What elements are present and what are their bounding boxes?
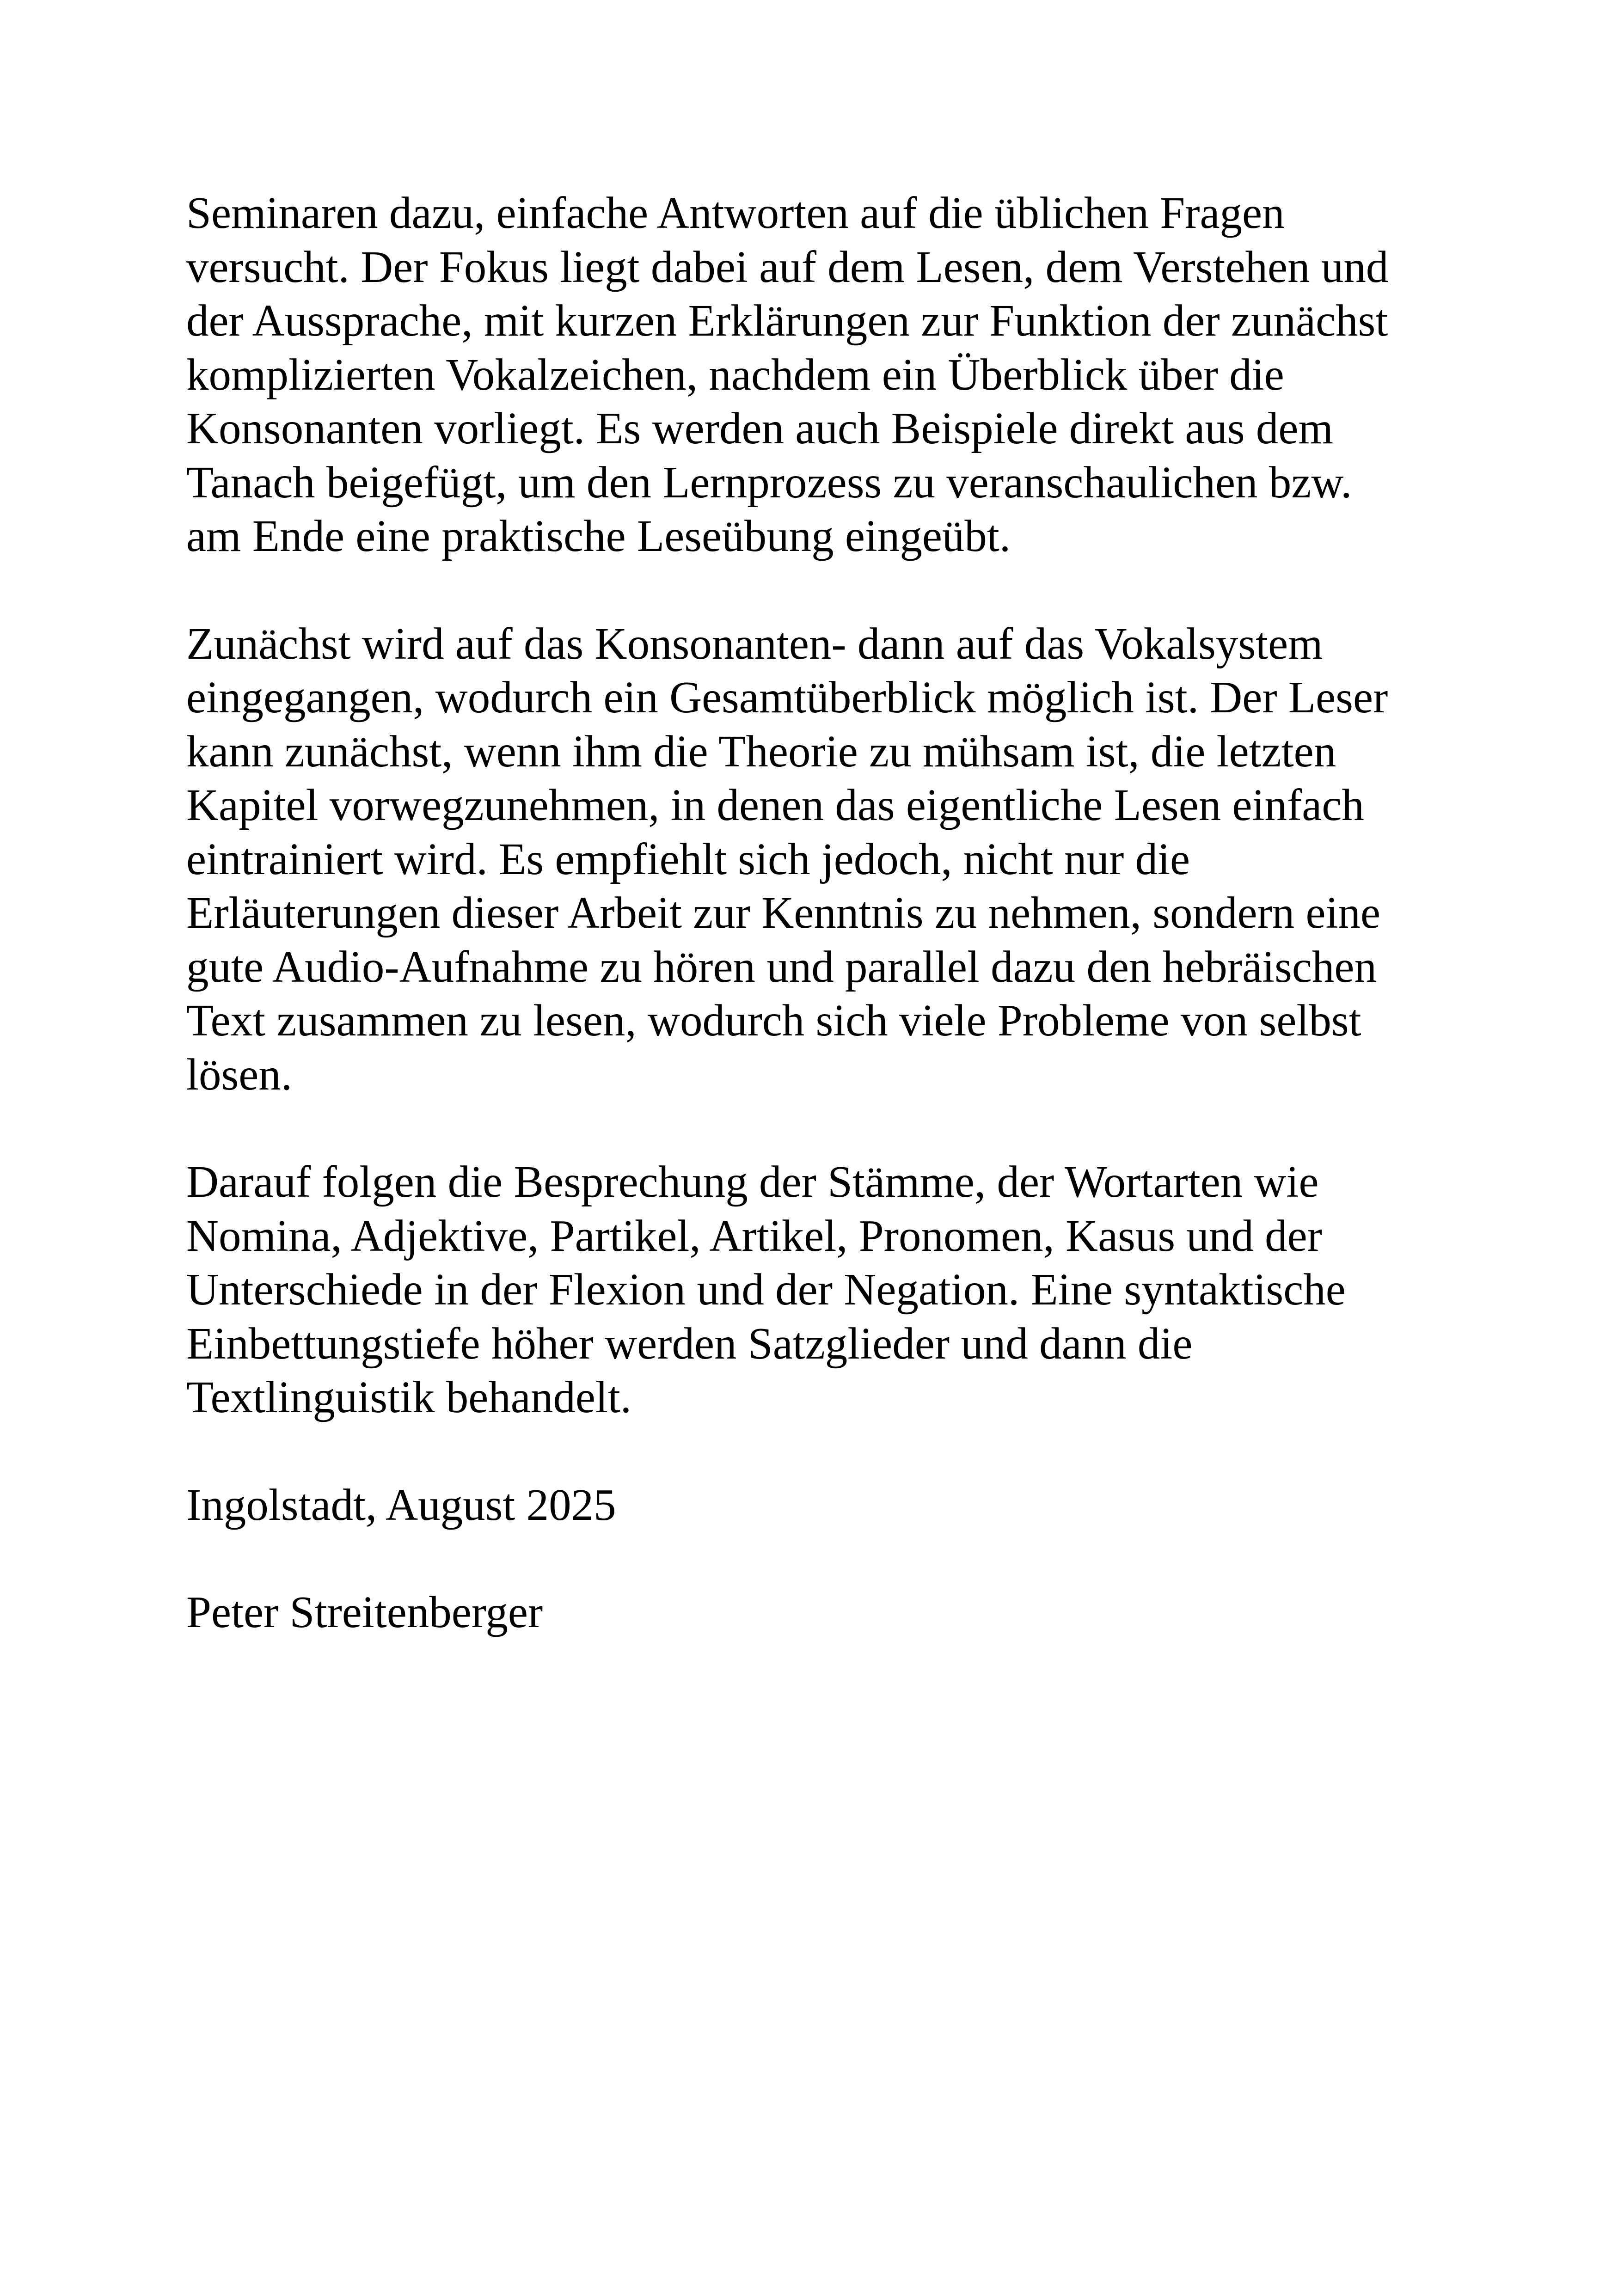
paragraph-1 (186, 186, 1481, 563)
text-line: am Ende eine praktische Leseübung eingeübt. (186, 511, 1011, 561)
text-line: gute Audio-Aufnahme zu hören und parallel dazu den hebräischen (186, 942, 1377, 992)
text-line: Einbettungstiefe höher werden Satzglieder und dann die (186, 1318, 1193, 1368)
text-line: Kapitel vorwegzunehmen, in denen das eigentliche Lesen einfach (186, 780, 1364, 830)
text-line: Tanach beigefügt, um den Lernprozess zu veranschaulichen bzw. (186, 457, 1352, 507)
text-line: eingegangen, wodurch ein Gesamtüberblick möglich ist. Der Leser (186, 673, 1388, 722)
paragraph-3 (186, 1155, 1481, 1425)
text-line: komplizierten Vokalzeichen, nachdem ein Überblick über die (186, 349, 1284, 399)
paragraph-2 (186, 617, 1481, 1102)
text-line: Erläuterungen dieser Arbeit zur Kenntnis zu nehmen, sondern eine (186, 888, 1381, 937)
text-line: Text zusammen zu lesen, wodurch sich viele Probleme von selbst (186, 996, 1361, 1045)
text-line: versucht. Der Fokus liegt dabei auf dem Lesen, dem Verstehen und (186, 242, 1389, 292)
text-line: eintrainiert wird. Es empfiehlt sich jedoch, nicht nur die (186, 834, 1190, 884)
text-line: der Aussprache, mit kurzen Erklärungen zur Funktion der zunächst (186, 296, 1388, 345)
document-body (186, 186, 1481, 1640)
text-line: lösen. (186, 1049, 293, 1099)
text-line: Zunächst wird auf das Konsonanten- dann auf das Vokalsystem (186, 618, 1323, 668)
text-line: Seminaren dazu, einfache Antworten auf die üblichen Fragen (186, 188, 1285, 238)
text-line: Nomina, Adjektive, Partikel, Artikel, Pronomen, Kasus und der (186, 1211, 1322, 1261)
text-line: Konsonanten vorliegt. Es werden auch Beispiele direkt aus dem (186, 404, 1333, 453)
place-date-line (186, 1478, 1481, 1532)
text-line: Textlinguistik behandelt. (186, 1372, 632, 1422)
place-date: Ingolstadt, August 2025 (186, 1480, 616, 1530)
text-line: Darauf folgen die Besprechung der Stämme, der Wortarten wie (186, 1157, 1319, 1206)
text-line: kann zunächst, wenn ihm die Theorie zu mühsam ist, die letzten (186, 726, 1336, 776)
text-line: Unterschiede in der Flexion und der Negation. Eine syntaktische (186, 1265, 1346, 1314)
author-name: Peter Streitenberger (186, 1587, 543, 1637)
author-line (186, 1586, 1481, 1640)
